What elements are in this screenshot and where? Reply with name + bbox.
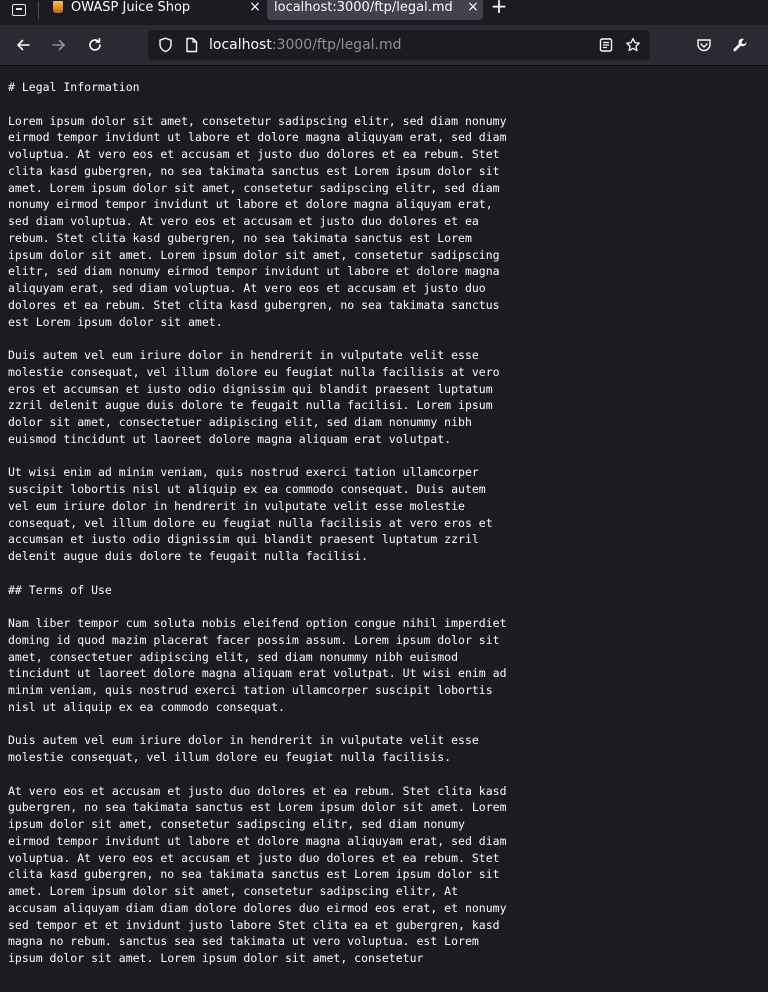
close-tab-icon[interactable]: × [249, 0, 261, 15]
url-host: localhost [209, 37, 272, 53]
pocket-icon [696, 37, 712, 53]
tab-title: localhost:3000/ftp/legal.md [274, 0, 453, 15]
extensions-button[interactable] [728, 33, 752, 57]
legal-markdown-text: # Legal Information Lorem ipsum dolor sit amet, consetetur sadipscing elitr, sed diam nonumy eirmod tempor invidunt ut labore et dolore magna aliquyam erat, sed diam voluptua. At vero eos et accusam et justo duo dolores et ea rebum. Stet clita kasd gubergren, no sea takimata sanctus est Lorem ipsum dolor sit amet. Lorem ipsum dolor sit amet, consetetur sadipscing elitr, sed diam nonumy eirmod tempor invidunt ut labore et dolore magna aliquyam erat, sed diam voluptua. At vero eos et accusam et justo duo dolores et ea rebum. Stet clita kasd gubergren, no sea takimata sanctus est Lorem ipsum dolor sit amet. Lorem ipsum dolor sit amet, consetetur sadipscing elitr, sed diam nonumy eirmod tempor invidunt ut labore et dolore magna aliquyam erat, sed diam voluptua. At vero eos et accusam et justo duo dolores et ea rebum. Stet clita kasd gubergren, no sea takimata sanctus est Lorem ipsum dolor sit amet. Duis autem vel eum iriure dolor in hendrerit in vulputate velit esse molestie consequat, vel illum dolore eu feugiat nulla facilisis at vero eros et accumsan et iusto odio dignissim qui blandit praesent luptatum zzril delenit augue duis dolore te feugait nulla facilisi. Lorem ipsum dolor sit amet, consectetuer adipiscing elit, sed diam nonummy nibh euismod tincidunt ut laoreet dolore magna aliquam erat volutpat. Ut wisi enim ad minim veniam, quis nostrud exerci tation ullamcorper suscipit lobortis nisl ut aliquip ex ea commodo consequat. Duis autem vel eum iriure dolor in hendrerit in vulputate velit esse molestie consequat, vel illum dolore eu feugiat nulla facilisis at vero eros et accumsan et iusto odio dignissim qui blandit praesent luptatum zzril delenit augue duis dolore te feugait nulla facilisi. ## Terms of Use Nam liber tempor cum soluta nobis eleifend option congue nihil imperdiet doming id quod mazim placerat facer possim assum. Lorem ipsum dolor sit amet, consectetuer adipiscing elit, sed diam nonummy nibh euismod tincidunt ut laoreet dolore magna aliquam erat volutpat. Ut wisi enim ad minim veniam, quis nostrud exerci tation ullamcorper suscipit lobortis nisl ut aliquip ex ea commodo consequat. Duis autem vel eum iriure dolor in hendrerit in vulputate velit esse molestie consequat, vel illum dolore eu feugiat nulla facilisis. At vero eos et accusam et justo duo dolores et ea rebum. Stet clita kasd gubergren, no sea takimata sanctus est Lorem ipsum dolor sit amet. Lorem ipsum dolor sit amet, consetetur sadipscing elitr, sed diam nonumy eirmod tempor invidunt ut labore et dolore magna aliquyam erat, sed diam voluptua. At vero eos et accusam et justo duo dolores et ea rebum. Stet clita kasd gubergren, no sea takimata sanctus est Lorem ipsum dolor sit amet. Lorem ipsum dolor sit amet, consetetur sadipscing elitr, At accusam aliquyam diam diam dolore dolores duo eirmod eos erat, et nonumy sed tempor et et invidunt justo labore Stet clita ea et gubergren, kasd magna no rebum. sanctus sea sed takimata ut vero voluptua. est Lorem ipsum dolor sit amet. Lorem ipsum dolor sit amet, consetetur [8, 80, 507, 965]
close-tab-icon[interactable]: × [467, 0, 479, 15]
reload-button[interactable] [83, 33, 107, 57]
back-arrow-icon [15, 37, 31, 53]
reader-view-icon[interactable] [598, 37, 614, 53]
url-path: :3000/ftp/legal.md [271, 37, 402, 53]
list-all-tabs-button[interactable] [0, 0, 38, 20]
reload-icon [87, 37, 103, 53]
tab-strip [0, 0, 768, 25]
tab-owasp-juice-shop[interactable] [39, 0, 265, 20]
page-info-icon[interactable] [183, 37, 199, 53]
forward-arrow-icon [51, 37, 67, 53]
new-tab-button[interactable]: + [490, 0, 508, 18]
url-bar[interactable] [148, 30, 650, 60]
bookmark-star-icon[interactable] [625, 37, 641, 53]
wrench-icon [732, 37, 748, 53]
back-button[interactable] [11, 33, 35, 57]
tracking-protection-shield-icon[interactable] [157, 37, 173, 53]
navigation-toolbar [0, 25, 768, 66]
url-text[interactable] [209, 37, 402, 53]
juice-shop-favicon-icon [53, 1, 63, 13]
tab-legal-md[interactable] [267, 0, 483, 20]
pocket-button[interactable] [692, 33, 716, 57]
page-content [0, 66, 768, 992]
forward-button[interactable] [47, 33, 71, 57]
list-all-tabs-icon [12, 4, 26, 16]
tab-title: OWASP Juice Shop [71, 0, 191, 15]
